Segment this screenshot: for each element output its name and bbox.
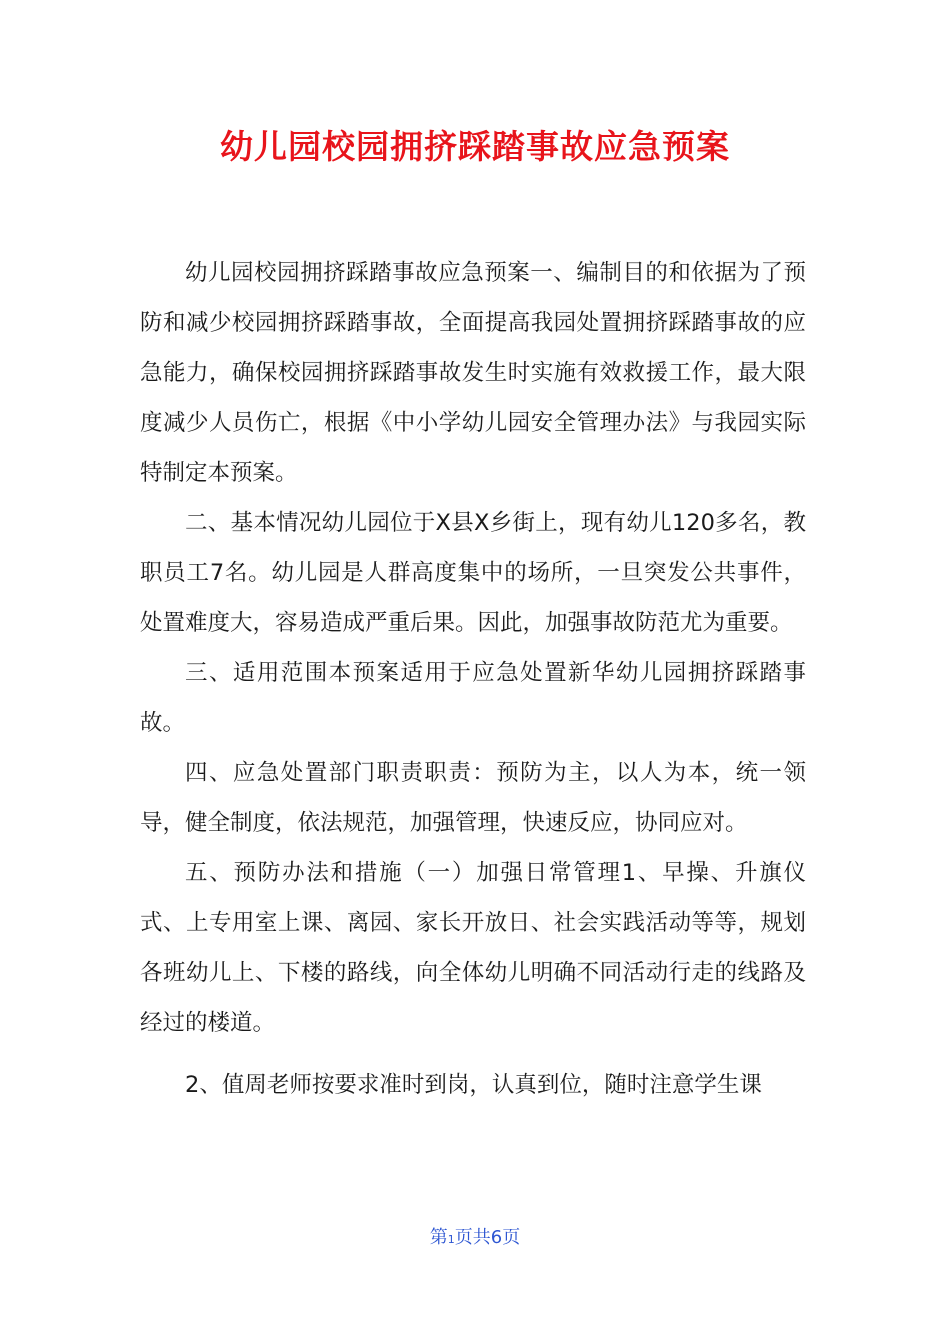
document-title: 幼儿园校园拥挤踩踏事故应急预案 xyxy=(220,127,730,166)
page-suffix: 页共6页 xyxy=(454,1227,521,1248)
page-prefix: 第 xyxy=(429,1227,448,1248)
paragraph-6: 2、值周老师按要求准时到岗，认真到位，随时注意学生课 xyxy=(185,1072,762,1098)
page-number: 1 xyxy=(447,1233,455,1246)
paragraph-3: 三、适用范围本预案适用于应急处置新华幼儿园拥挤踩踏事故。 xyxy=(140,660,806,736)
document-body xyxy=(140,248,806,1110)
page-footer xyxy=(0,1224,950,1254)
paragraph-2: 二、基本情况幼儿园位于X县X乡街上，现有幼儿120多名，教职员工7名。幼儿园是人群高度集中的场所，一旦突发公共事件，处置难度大，容易造成严重后果。因此，加强事故防范尤为重要。 xyxy=(140,510,806,636)
paragraph-5: 五、预防办法和措施（一）加强日常管理1、早操、升旗仪式、上专用室上课、离园、家长开放日、社会实践活动等等，规划各班幼儿上、下楼的路线，向全体幼儿明确不同活动行走的线路及经过的楼道。 xyxy=(140,860,806,1036)
paragraph-1: 幼儿园校园拥挤踩踏事故应急预案一、编制目的和依据为了预防和减少校园拥挤踩踏事故，全面提高我园处置拥挤踩踏事故的应急能力，确保校园拥挤踩踏事故发生时实施有效救援工作，最大限度减少人员伤亡，根据《中小学幼儿园安全管理办法》与我园实际特制定本预案。 xyxy=(140,260,806,486)
paragraph-4: 四、应急处置部门职责职责：预防为主，以人为本，统一领导，健全制度，依法规范，加强管理，快速反应，协同应对。 xyxy=(140,760,806,836)
